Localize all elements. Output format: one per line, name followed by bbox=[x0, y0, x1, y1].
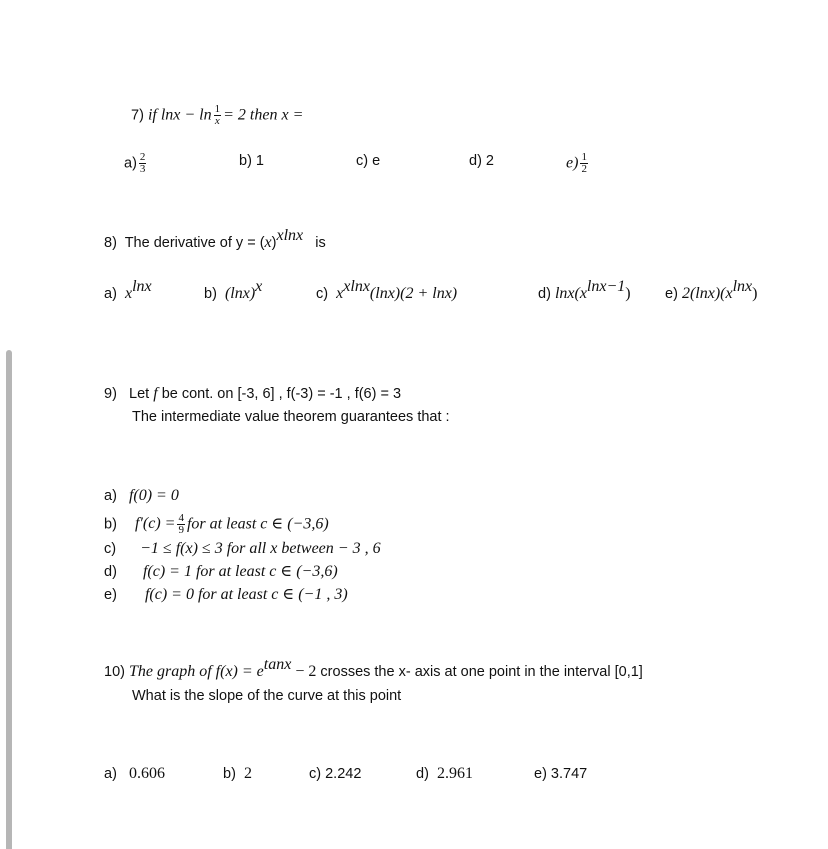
q9-line1-rest: be cont. on [-3, 6] , f(-3) = -1 , f(6) = 3 bbox=[161, 386, 402, 402]
q9-question-line1 bbox=[104, 385, 401, 403]
q10-exponent: tanx bbox=[263, 656, 292, 673]
q10-number: 10) bbox=[104, 664, 125, 680]
q9-option-a[interactable] bbox=[104, 487, 179, 505]
q9-option-a-label: a) bbox=[104, 488, 117, 504]
page-side-bar bbox=[6, 350, 12, 849]
q8-option-e-label: e) bbox=[665, 286, 678, 302]
q8-option-c-base: x bbox=[336, 285, 344, 302]
q10-option-b[interactable] bbox=[223, 765, 252, 783]
q8-option-c-exp: xlnx bbox=[343, 278, 370, 295]
q8-text-after: is bbox=[315, 235, 326, 251]
q10-question-line2: What is the slope of the curve at this point bbox=[132, 688, 402, 704]
q9-number: 9) bbox=[104, 386, 117, 402]
q10-option-b-label: b) bbox=[223, 766, 236, 782]
q8-question bbox=[104, 227, 326, 252]
q9-f: f bbox=[153, 385, 158, 402]
q8-option-d[interactable] bbox=[538, 278, 631, 303]
q8-option-b-base: (lnx) bbox=[224, 285, 256, 302]
q8-option-d-label: d) bbox=[538, 286, 551, 302]
q8-option-b-exp: x bbox=[255, 278, 263, 295]
q9-option-b-label: b) bbox=[104, 516, 117, 533]
q9-option-e-label: e) bbox=[104, 587, 117, 603]
q8-option-c[interactable] bbox=[316, 278, 458, 303]
q10-math-post: − 2 bbox=[295, 663, 317, 680]
q7-option-a-fraction bbox=[139, 152, 147, 175]
q9-option-e[interactable] bbox=[104, 586, 348, 604]
q8-option-e-close: ) bbox=[752, 285, 758, 302]
q9-option-b-num: 4 bbox=[178, 512, 184, 524]
q7-option-e[interactable] bbox=[566, 152, 590, 175]
q7-fraction bbox=[214, 104, 222, 127]
q7-option-a-label: a) bbox=[124, 155, 137, 172]
q10-question-line1 bbox=[104, 656, 643, 681]
q8-option-b[interactable] bbox=[204, 278, 263, 303]
q8-option-d-close: ) bbox=[625, 285, 631, 302]
q7-option-a-num: 2 bbox=[139, 151, 146, 163]
q7-math-prefix: if lnx − ln bbox=[147, 106, 212, 124]
q10-option-c-text: c) 2.242 bbox=[309, 766, 362, 782]
q10-math-pre: The graph of f(x) = e bbox=[129, 663, 264, 680]
q9-option-d[interactable] bbox=[104, 563, 338, 581]
q7-option-e-fraction bbox=[580, 152, 588, 175]
q9-option-d-text: f(c) = 1 for at least c ∈ (−3,6) bbox=[142, 563, 338, 580]
q7-option-e-num: 1 bbox=[581, 151, 587, 163]
q9-option-e-text: f(c) = 0 for at least c ∈ (−1 , 3) bbox=[144, 586, 348, 603]
q10-option-e-text: e) 3.747 bbox=[534, 766, 588, 782]
q9-option-b-pre: f′(c) = bbox=[134, 515, 176, 533]
q7-option-d[interactable]: d) 2 bbox=[469, 153, 494, 169]
q9-option-b-den: 9 bbox=[178, 524, 184, 536]
q7-option-b[interactable]: b) 1 bbox=[239, 153, 264, 169]
q9-let: Let bbox=[129, 386, 150, 402]
q9-option-b-fraction bbox=[177, 513, 185, 536]
q8-option-e-base: 2(lnx)(x bbox=[681, 285, 733, 302]
q8-option-a[interactable] bbox=[104, 278, 152, 303]
q8-option-d-exp: lnx−1 bbox=[586, 278, 626, 295]
q7-option-e-label: e) bbox=[566, 154, 579, 172]
q8-option-e-exp: lnx bbox=[732, 278, 753, 295]
q7-option-a[interactable] bbox=[124, 152, 148, 175]
q9-option-c-label: c) bbox=[104, 541, 117, 557]
q8-number: 8) bbox=[104, 235, 117, 251]
q8-option-b-label: b) bbox=[204, 286, 217, 302]
q10-option-b-value: 2 bbox=[243, 765, 252, 782]
q8-text-close: ) bbox=[271, 235, 277, 251]
q10-option-d[interactable] bbox=[416, 765, 473, 783]
q10-option-a[interactable] bbox=[104, 765, 165, 783]
q8-option-a-exp: lnx bbox=[132, 278, 152, 295]
q7-frac-num: 1 bbox=[214, 103, 221, 115]
q10-option-d-value: 2.961 bbox=[436, 765, 473, 782]
q9-option-d-label: d) bbox=[104, 564, 117, 580]
q10-option-e[interactable] bbox=[534, 765, 587, 783]
q7-number: 7) bbox=[131, 107, 144, 124]
q9-option-c[interactable] bbox=[104, 540, 381, 558]
q10-option-a-value: 0.606 bbox=[129, 765, 165, 782]
q10-option-d-label: d) bbox=[416, 766, 429, 782]
q8-math-base: x bbox=[264, 234, 272, 251]
q8-option-a-label: a) bbox=[104, 286, 117, 302]
q7-option-a-den: 3 bbox=[139, 163, 146, 175]
q9-option-c-text: −1 ≤ f(x) ≤ 3 for all x between − 3 , 6 bbox=[140, 540, 381, 557]
q7-option-e-den: 2 bbox=[581, 163, 587, 175]
q9-option-a-text: f(0) = 0 bbox=[128, 487, 179, 504]
q9-option-b-post: for at least c ∈ (−3,6) bbox=[186, 515, 329, 533]
q10-option-a-label: a) bbox=[104, 766, 117, 782]
q10-option-c[interactable] bbox=[309, 765, 361, 783]
q8-exponent: xlnx bbox=[276, 227, 304, 244]
q8-option-d-base: lnx(x bbox=[554, 285, 587, 302]
q7-option-c[interactable]: c) e bbox=[356, 153, 381, 169]
q8-option-c-rest: (lnx)(2 + lnx) bbox=[369, 285, 458, 302]
q9-option-b[interactable] bbox=[104, 513, 329, 536]
q7-question bbox=[131, 104, 303, 127]
q9-question-line2: The intermediate value theorem guarantees that : bbox=[132, 409, 450, 425]
q8-option-a-base: x bbox=[124, 285, 133, 302]
q8-text-before: The derivative of y = ( bbox=[124, 235, 265, 251]
q8-option-e[interactable] bbox=[665, 278, 758, 303]
q7-math-suffix: = 2 then x = bbox=[223, 106, 304, 124]
q8-option-c-label: c) bbox=[316, 286, 329, 302]
q10-text-post: crosses the x- axis at one point in the interval [0,1] bbox=[320, 664, 643, 680]
q7-frac-den: x bbox=[214, 115, 220, 127]
